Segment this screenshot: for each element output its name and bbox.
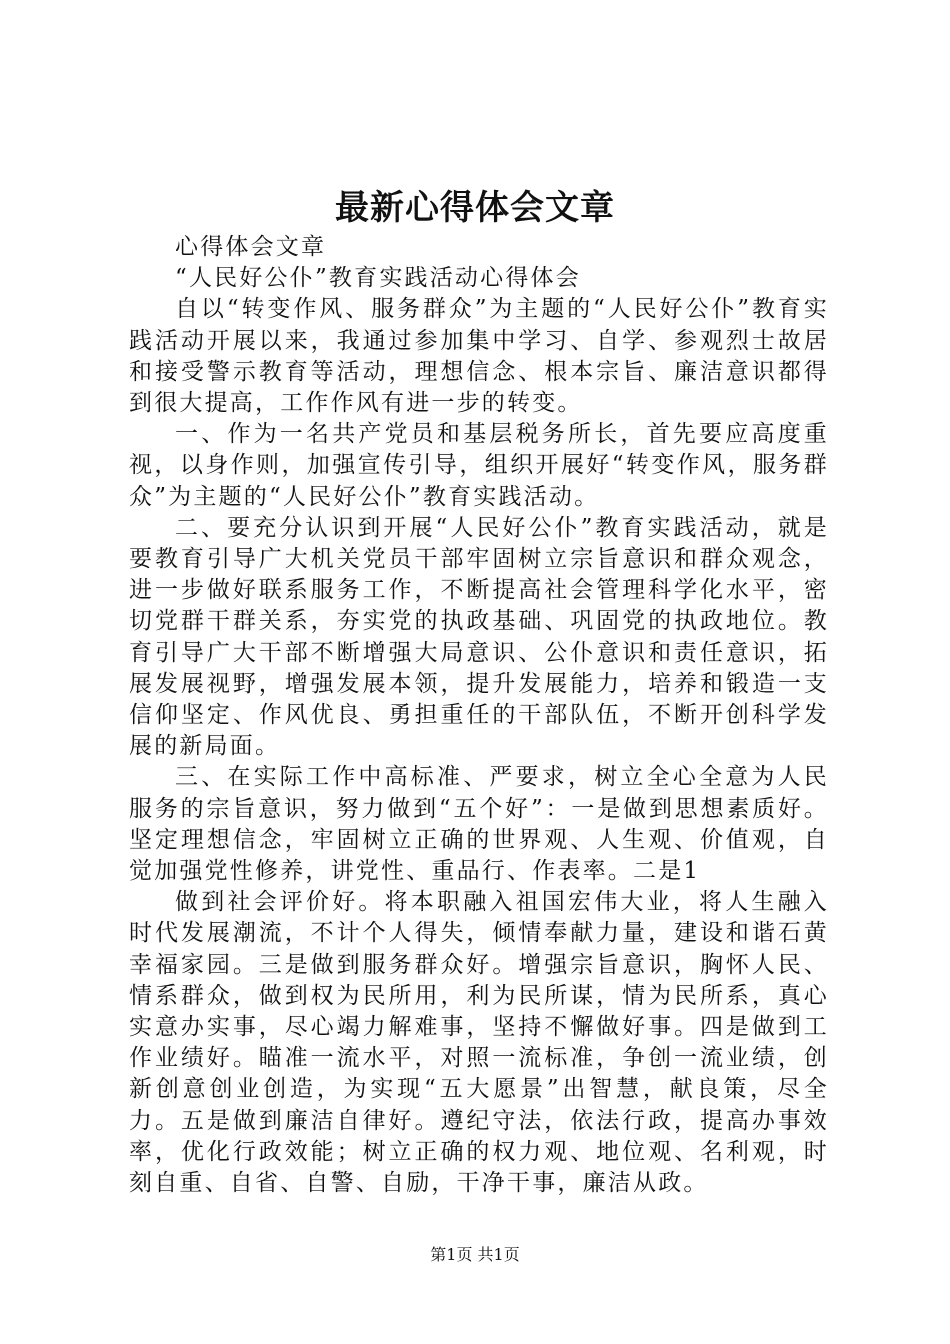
paragraph-point-one: 一、作为一名共产党员和基层税务所长，首先要应高度重视，以身作则，加强宣传引导，组织开展好“转变作风，服务群众”为主题的“人民好公仆”教育实践活动。 [129, 421, 829, 510]
paragraph-point-three: 三、在实际工作中高标准、严要求，树立全心全意为人民服务的宗旨意识，努力做到“五个好”：一是做到思想素质好。坚定理想信念，牢固树立正确的世界观、人生观、价值观，自觉加强党性修养，讲党性、重品行、作表率。二是1 [129, 764, 829, 885]
document-body [129, 232, 829, 1199]
paragraph-heading: 心得体会文章 [175, 234, 327, 260]
document-title: 最新心得体会文章 [335, 188, 615, 228]
paragraph-intro: 自以“转变作风、服务群众”为主题的“人民好公仆”教育实践活动开展以来，我通过参加集中学习、自学、参观烈士故居和接受警示教育等活动，理想信念、根本宗旨、廉洁意识都得到很大提高，工作作风有进一步的转变。 [129, 296, 829, 417]
paragraph-subtitle: “人民好公仆”教育实践活动心得体会 [175, 265, 581, 292]
paragraph-point-two: 二、要充分认识到开展“人民好公仆”教育实践活动，就是要教育引导广大机关党员干部牢固树立宗旨意识和群众观念，进一步做好联系服务工作，不断提高社会管理科学化水平，密切党群干群关系，夯实党的执政基础、巩固党的执政地位。教育引导广大干部不断增强大局意识、公仆意识和责任意识，拓展发展视野，增强发展本领，提升发展能力，培养和锻造一支信仰坚定、作风优良、勇担重任的干部队伍，不断开创科学发展的新局面。 [129, 514, 829, 760]
page-footer: 第1页 共1页 [430, 1245, 520, 1264]
paragraph-continuation: 做到社会评价好。将本职融入祖国宏伟大业，将人生融入时代发展潮流，不计个人得失，倾情奉献力量，建设和谐石黄幸福家园。三是做到服务群众好。增强宗旨意识，胸怀人民、情系群众，做到权为民所用，利为民所谋，情为民所系，真心实意办实事，尽心竭力解难事，坚持不懈做好事。四是做到工作业绩好。瞄准一流水平，对照一流标准，争创一流业绩，创新创意创业创造，为实现“五大愿景”出智慧，献良策，尽全力。五是做到廉洁自律好。遵纪守法，依法行政，提高办事效率，优化行政效能；树立正确的权力观、地位观、名利观，时刻自重、自省、自警、自励，干净干事，廉洁从政。 [129, 889, 829, 1197]
